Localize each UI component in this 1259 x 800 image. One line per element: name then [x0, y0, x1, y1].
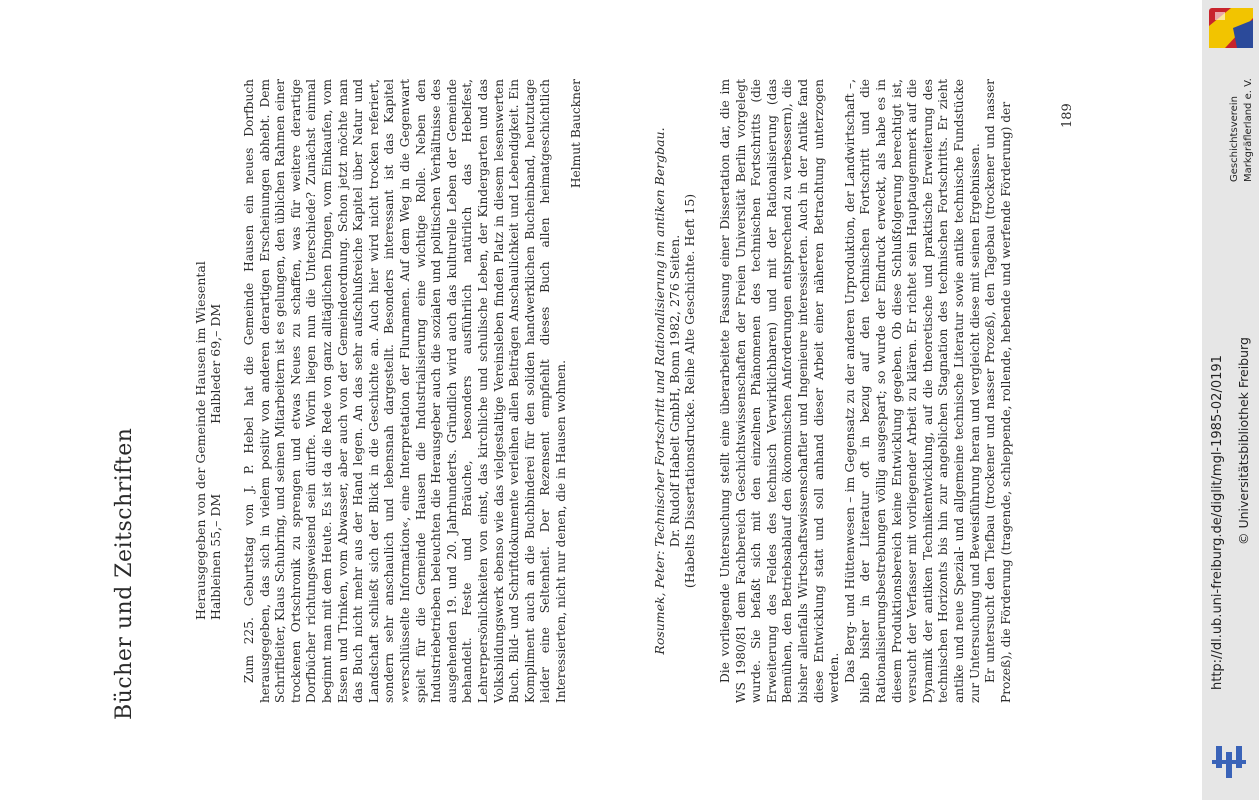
review2-paragraph-3: Er untersucht den Tiefbau (trockener und nasser Prozeß), den Tagebau (trockener und nasser Prozeß), die Förderung (tragende, schleppende, rollende, hebende und werfende Förderung) der — [983, 79, 1013, 703]
review1-signature: Helmut Bauckner — [569, 79, 584, 189]
review1-price-a: Halbleinen 55,– DM — [208, 493, 223, 620]
review2-paragraph-1: Die vorliegende Untersuchung stellt eine überarbeitete Fassung einer Dissertation dar, die im WS 1980/81 dem Fachbereich Geschichtswissenschaften der Freien Universität Berlin vorgelegt wurde. Sie befaßt sich mit den einzelnen Phänomenen des technischen Fortschritts (die Erweiterung des Feldes des technisch Verwirklichbaren) und mit der Rationalisierung (das Bemühen, den Betriebsablauf den ökonomischen Anforderungen entsprechend zu verbessern), die bisher allenfalls Wirtschaftswissenschaftler und Ingenieure interessierten. Auch in der Antike fand diese Entwicklung statt und soll anhand dieser Arbeit einer näheren Betrachtung unterzogen werden. — [718, 79, 842, 703]
review1-body — [242, 79, 585, 703]
review2-paragraph-2: Das Berg- und Hüttenwesen – im Gegensatz zu der anderen Urproduktion, der Landwirtschaft –, blieb bisher in der Literatur oft in bezug auf den technischen Fortschritt und die Rationalisierungsbestrebungen völlig ausgespart; so wurde der Eindruck erweckt, als habe es in diesem Produktionsbereich keine Entwicklung gegeben. Ob diese Schlußfolgerung berechtigt ist, versucht der Verfasser mit vorliegender Arbeit zu klären. Er richtet sein Hauptaugenmerk auf die Dynamik der antiken Technikentwicklung, auf die theoretische und praktische Erweiterung des technischen Horizonts bis hin zur angeblichen Stagnation des technischen Fortschritts. Er zieht antike und neue Spezial- und allgemeine technische Literatur sowie antike technische Fundstücke zur Untersuchung und Beweisführung heran und vergleicht diese mit seinen Ergebnissen. — [842, 79, 982, 703]
coat-of-arms-icon — [1207, 6, 1255, 50]
society-line-2: Markgräflerland e. V. — [1243, 78, 1254, 182]
copyright-notice: © Universitätsbibliothek Freiburg — [1236, 337, 1251, 545]
review2-body — [718, 79, 1014, 703]
review1-price-b: Halbleder 69,– DM — [208, 303, 223, 424]
review2-publisher: Dr. Rudolf Habelt GmbH, Bonn 1982, 276 Seiten. — [667, 234, 682, 548]
page-number: 189 — [1060, 103, 1075, 128]
review2-series: (Habelts Dissertationsdrucke. Reihe Alte Geschichte. Heft 15) — [682, 193, 697, 589]
review2-citation: Rosumek, Peter: Technischer Fortschritt und Rationalisierung im antiken Bergbau. — [652, 127, 667, 655]
section-heading: Bücher und Zeitschriften — [112, 427, 137, 720]
review2-meta — [652, 79, 697, 703]
review1-editor-line: Herausgegeben von der Gemeinde Hausen im Wiesental — [193, 261, 208, 620]
document-url[interactable]: http://dl.ub.uni-freiburg.de/diglit/mgl-1985-02/0191 — [1210, 355, 1225, 690]
review1-meta — [193, 80, 223, 640]
review1-price-line — [208, 80, 223, 640]
review1-paragraph: Zum 225. Geburtstag von J. P. Hebel hat die Gemeinde Hausen ein neues Dorfbuch herausgegeben, das sich in vielem positiv von anderen derartigen Erscheinungen abhebt. Dem Schriftleiter, Klaus Schubring, und seinen Mitarbeitern ist es gelungen, den üblichen Rahmen einer trockenen Ortschronik zu sprengen und etwas Neues zu schaffen, was für weitere derartige Dorfbücher richtungsweisend sein dürfte. Worin liegen nun die Unterschiede? Zunächst einmal beginnt man mit dem Heute. Es ist da die Rede von ganz alltäglichen Dingen, vom Einkaufen, vom Essen und Trinken, vom Abwasser, aber auch von der Gemeindeordnung. Schon jetzt möchte man das Buch nicht mehr aus der Hand legen. An das sehr aufschlußreiche Kapitel über Natur und Landschaft schließt sich der Blick in die Geschichte an. Auch hier wird nicht trocken referiert, sondern sehr anschaulich und lebensnah dargestellt. Besonders interessant ist das Kapitel »verschlüsselte Information«, eine Interpretation der Flurnamen. Auf dem Weg in die Gegenwart spielt für die Gemeinde Hausen die Industrialisierung eine wichtige Rolle. Neben den Industriebetrieben beleuchten die Herausgeber auch die sozialen und politischen Verhältnisse des ausgehenden 19. und 20. Jahrhunderts. Gründlich wird auch das kulturelle Leben der Gemeinde behandelt. Feste und Bräuche, besonders ausführlich natürlich das Hebelfest, Lehrerpersönlichkeiten von einst, das kirchliche und schulische Leben, der Kindergarten und das Volksbildungswerk ebenso wie das vielgestaltige Vereinsleben finden Platz in diesem lesenswerten Buch. Bild- und Schriftdokumente verleihen allen Beiträgen Anschaulichkeit und Lebendigkeit. Ein Kompliment auch an die Buchbinderei für den soliden handwerklichen Bucheinband, heutzutage leider eine Seltenheit. Der Rezensent empfiehlt dieses Buch allen heimatgeschichtlich Interessierten, nicht nur denen, die in Hausen wohnen. — [242, 79, 568, 703]
ub-freiburg-logo-icon — [1212, 742, 1252, 782]
society-line-1: Geschichtsverein — [1229, 96, 1240, 182]
